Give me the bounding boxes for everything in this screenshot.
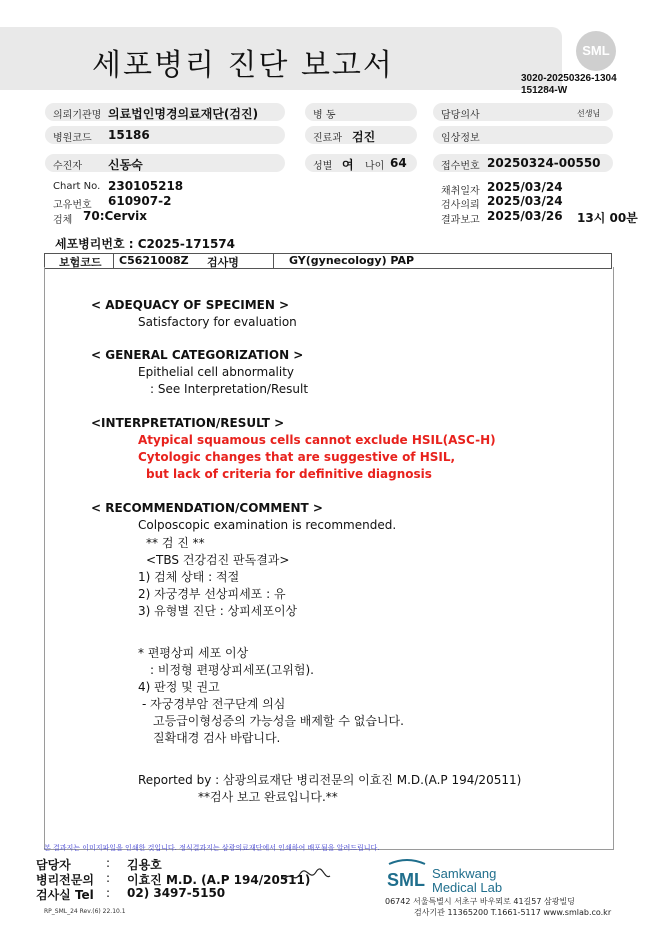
doctor-value: 선생님: [577, 109, 601, 118]
sex-label: 성별: [313, 161, 333, 172]
ward-label: 병 동: [313, 110, 336, 121]
specimen-label: 검체: [53, 215, 73, 226]
lab-name-line1: Samkwang: [432, 866, 497, 881]
doctor-label: 담당의사: [441, 110, 480, 121]
receipt-no-value: 20250324-00550: [487, 156, 601, 170]
manager-value: 김용호: [127, 858, 162, 872]
manager-label: 담당자: [36, 858, 71, 872]
signature-icon: [282, 866, 332, 886]
adequacy-text: Satisfactory for evaluation: [138, 315, 297, 329]
rec-title: < RECOMMENDATION/COMMENT >: [91, 501, 323, 515]
manager-colon: :: [106, 856, 111, 870]
lab-address: 06742 서울특별시 서초구 바우뫼로 41길57 삼광빌딩: [385, 897, 575, 906]
rec-line1: Colposcopic examination is recommended.: [138, 518, 397, 532]
age-label: 나이: [365, 161, 385, 172]
pathologist-value: 이효진 M.D. (A.P 194/20511): [127, 873, 311, 887]
institution-label: 의뢰기관명: [53, 110, 102, 121]
pathologist-colon: :: [106, 871, 111, 885]
lab-name-line2: Medical Lab: [432, 880, 503, 895]
hospital-code-label: 병원코드: [53, 133, 92, 144]
specimen-value: 70:Cervix: [83, 209, 148, 223]
lab-tel-label: 검사실 Tel: [36, 888, 94, 902]
pathology-number: 세포병리번호 : C2025-171574: [55, 237, 235, 251]
lab-tel-value: 02) 3497-5150: [127, 886, 226, 900]
rec-line10: - 자궁경부암 전구단계 의심: [142, 697, 286, 711]
interp-line1: Atypical squamous cells cannot exclude HSIL(ASC-H): [138, 433, 496, 447]
interp-title: <INTERPRETATION/RESULT >: [91, 416, 285, 430]
insurance-code-label: 보험코드: [59, 256, 102, 269]
rec-line9: 4) 판정 및 권고: [138, 680, 220, 694]
lab-tel-colon: :: [106, 886, 111, 900]
report-complete: **검사 보고 완료입니다.**: [198, 790, 338, 804]
clinical-label: 임상정보: [441, 133, 480, 144]
form-code: RP_SML_24 Rev.(6) 22.10.1: [44, 908, 126, 915]
department-label: 진료과: [313, 133, 342, 144]
sml-logo-icon: SML: [576, 31, 616, 71]
examinee-value: 신동숙: [108, 158, 143, 172]
code-bar-divider: [113, 254, 114, 268]
adequacy-title: < ADEQUACY OF SPECIMEN >: [91, 298, 290, 312]
sex-value: 여: [342, 158, 354, 172]
rec-line5: 2) 자궁경부 선상피세포 : 유: [138, 587, 286, 601]
report-date-label: 결과보고: [441, 215, 480, 226]
sml-logo-text: SML: [387, 870, 425, 890]
test-name-label: 검사명: [207, 256, 239, 269]
request-date-value: 2025/03/24: [487, 194, 563, 208]
sml-logo-icon: [385, 858, 429, 892]
lab-info: 검사기관 11365200 T.1661-5117 www.smlab.co.kr: [414, 908, 612, 917]
document-id: [521, 73, 617, 97]
unique-no-value: 610907-2: [108, 194, 172, 208]
rec-line6: 3) 유형별 진단 : 상피세포이상: [138, 604, 298, 618]
general-text1: Epithelial cell abnormality: [138, 365, 295, 379]
rec-line8: : 비정형 편평상피세포(고위험).: [150, 663, 314, 677]
receipt-no-label: 접수번호: [441, 161, 480, 172]
test-name-value: GY(gynecology) PAP: [289, 254, 415, 267]
rec-line7: * 편평상피 세포 이상: [138, 646, 249, 660]
hospital-code-value: 15186: [108, 128, 150, 142]
chart-no-label: Chart No.: [53, 181, 101, 192]
examinee-label: 수진자: [53, 161, 82, 172]
image-print-notice: 본 결과지는 이미지파일을 인쇄한 것입니다. 정식결과지는 삼광의료재단에서 인쇄하여 배포됨을 알려드립니다.: [44, 844, 380, 852]
rec-line4: 1) 검체 상태 : 적절: [138, 570, 240, 584]
doc-id-line1: 3020-20250326-1304: [521, 73, 617, 84]
report-date-value: 2025/03/26: [487, 209, 563, 223]
rec-line2: ** 검 진 **: [146, 536, 205, 550]
insurance-code-value: C5621008Z: [119, 254, 189, 267]
rec-line12: 질확대경 검사 바랍니다.: [153, 731, 281, 745]
request-date-label: 검사의뢰: [441, 200, 480, 211]
unique-no-label: 고유번호: [53, 200, 92, 211]
rec-line11: 고등급이형성증의 가능성을 배제할 수 없습니다.: [153, 714, 404, 728]
page-title: 세포병리 진단 보고서: [92, 48, 394, 83]
report-time-value: 13시 00분: [577, 211, 638, 225]
collect-date-value: 2025/03/24: [487, 180, 563, 194]
chart-no-value: 230105218: [108, 179, 184, 193]
collect-date-label: 채취일자: [441, 186, 480, 197]
department-value: 검진: [352, 130, 376, 144]
institution-value: 의료법인명경의료재단(검진): [108, 107, 259, 121]
age-value: 64: [390, 156, 407, 170]
reported-by: Reported by : 삼광의료재단 병리전문의 이효진 M.D.(A.P 194/20511): [138, 773, 522, 787]
interp-line3: but lack of criteria for definitive diagnosis: [146, 467, 432, 481]
interp-line2: Cytologic changes that are suggestive of HSIL,: [138, 450, 456, 464]
general-title: < GENERAL CATEGORIZATION >: [91, 348, 304, 362]
code-bar-divider: [273, 254, 274, 268]
rec-line3: <TBS 건강검진 판독결과>: [146, 553, 290, 567]
general-text2: : See Interpretation/Result: [150, 382, 309, 396]
pathologist-label: 병리전문의: [36, 873, 94, 887]
doc-id-line2: 151284-W: [521, 85, 568, 96]
